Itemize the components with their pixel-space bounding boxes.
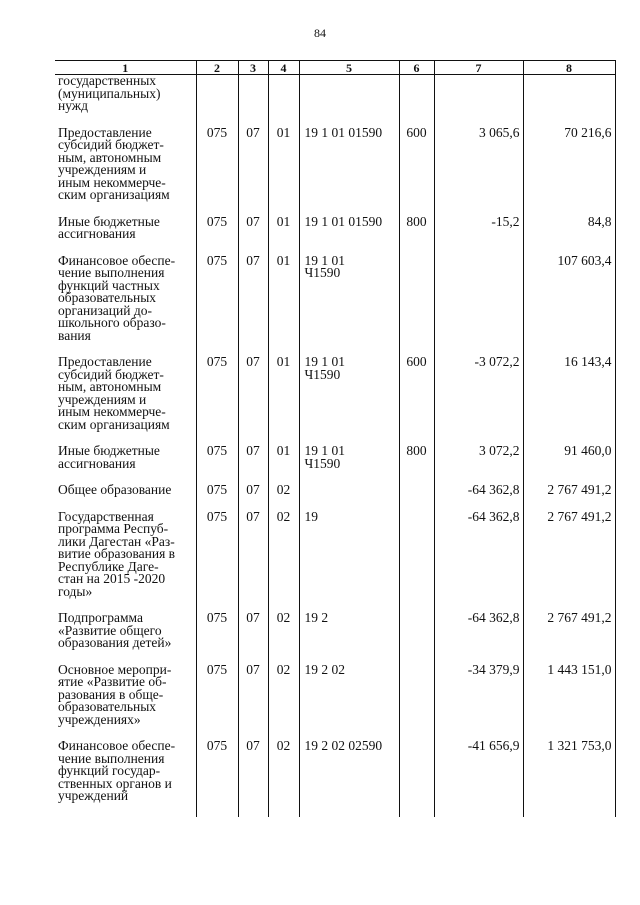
expense-type-code bbox=[399, 740, 434, 817]
subsection-code: 01 bbox=[268, 216, 299, 255]
budget-item-name: государственных (муниципальных) нужд bbox=[55, 75, 196, 127]
change-amount: 3 072,2 bbox=[434, 445, 523, 484]
expense-type-code bbox=[399, 664, 434, 741]
total-amount: 2 767 491,2 bbox=[523, 484, 615, 511]
ministry-code: 075 bbox=[196, 511, 238, 613]
ministry-code: 075 bbox=[196, 484, 238, 511]
table-row bbox=[55, 612, 615, 664]
total-amount: 70 216,6 bbox=[523, 127, 615, 216]
column-header-7: 7 bbox=[434, 61, 523, 75]
section-code bbox=[238, 75, 268, 127]
section-code: 07 bbox=[238, 511, 268, 613]
column-header-3: 3 bbox=[238, 61, 268, 75]
total-amount: 2 767 491,2 bbox=[523, 612, 615, 664]
budget-item-name: Предоставление субсидий бюджет- ным, автономным учреждениям и иным некоммерче- ским организациям bbox=[55, 356, 196, 445]
subsection-code: 02 bbox=[268, 612, 299, 664]
budget-item-name: Основное меропри- ятие «Развитие об- разования в обще- образовательных учреждениях» bbox=[55, 664, 196, 741]
expense-type-code bbox=[399, 75, 434, 127]
ministry-code bbox=[196, 75, 238, 127]
subsection-code: 01 bbox=[268, 356, 299, 445]
budget-item-name: Иные бюджетные ассигнования bbox=[55, 445, 196, 484]
subsection-code: 02 bbox=[268, 484, 299, 511]
section-code: 07 bbox=[238, 356, 268, 445]
change-amount: 3 065,6 bbox=[434, 127, 523, 216]
ministry-code: 075 bbox=[196, 740, 238, 817]
budget-item-name: Предоставление субсидий бюджет- ным, автономным учреждениям и иным некоммерче- ским организациям bbox=[55, 127, 196, 216]
change-amount: -15,2 bbox=[434, 216, 523, 255]
expense-type-code bbox=[399, 612, 434, 664]
budget-item-name: Финансовое обеспе- чение выполнения функций государ- ственных органов и учреждений bbox=[55, 740, 196, 817]
ministry-code: 075 bbox=[196, 445, 238, 484]
section-code: 07 bbox=[238, 612, 268, 664]
expense-type-code: 600 bbox=[399, 127, 434, 216]
target-article-code: 19 2 bbox=[299, 612, 399, 664]
ministry-code: 075 bbox=[196, 127, 238, 216]
page-number: 84 bbox=[314, 26, 326, 40]
total-amount: 16 143,4 bbox=[523, 356, 615, 445]
total-amount bbox=[523, 75, 615, 127]
budget-item-name: Общее образование bbox=[55, 484, 196, 511]
change-amount bbox=[434, 75, 523, 127]
target-article-code bbox=[299, 484, 399, 511]
table-row bbox=[55, 740, 615, 817]
section-code: 07 bbox=[238, 445, 268, 484]
target-article-code: 19 1 01 Ч1590 bbox=[299, 445, 399, 484]
ministry-code: 075 bbox=[196, 216, 238, 255]
expense-type-code: 800 bbox=[399, 216, 434, 255]
total-amount: 91 460,0 bbox=[523, 445, 615, 484]
budget-item-name: Подпрограмма «Развитие общего образования детей» bbox=[55, 612, 196, 664]
target-article-code: 19 1 01 01590 bbox=[299, 127, 399, 216]
change-amount: -64 362,8 bbox=[434, 612, 523, 664]
ministry-code: 075 bbox=[196, 356, 238, 445]
table-row bbox=[55, 75, 615, 127]
expense-type-code bbox=[399, 511, 434, 613]
column-header-8: 8 bbox=[523, 61, 615, 75]
total-amount: 107 603,4 bbox=[523, 255, 615, 357]
change-amount: -64 362,8 bbox=[434, 511, 523, 613]
change-amount: -34 379,9 bbox=[434, 664, 523, 741]
table-row bbox=[55, 127, 615, 216]
target-article-code: 19 2 02 02590 bbox=[299, 740, 399, 817]
change-amount bbox=[434, 255, 523, 357]
section-code: 07 bbox=[238, 255, 268, 357]
budget-item-name: Финансовое обеспе- чение выполнения функций частных образовательных организаций до- школьного образо- вания bbox=[55, 255, 196, 357]
section-code: 07 bbox=[238, 216, 268, 255]
total-amount: 1 443 151,0 bbox=[523, 664, 615, 741]
budget-item-name: Иные бюджетные ассигнования bbox=[55, 216, 196, 255]
subsection-code: 01 bbox=[268, 127, 299, 216]
section-code: 07 bbox=[238, 740, 268, 817]
target-article-code: 19 2 02 bbox=[299, 664, 399, 741]
table-body bbox=[55, 75, 615, 817]
subsection-code: 02 bbox=[268, 740, 299, 817]
expense-type-code bbox=[399, 484, 434, 511]
column-header-1: 1 bbox=[55, 61, 196, 75]
table-row bbox=[55, 255, 615, 357]
target-article-code: 19 1 01 01590 bbox=[299, 216, 399, 255]
total-amount: 2 767 491,2 bbox=[523, 511, 615, 613]
total-amount: 84,8 bbox=[523, 216, 615, 255]
table-row bbox=[55, 664, 615, 741]
table-row bbox=[55, 511, 615, 613]
table-row bbox=[55, 484, 615, 511]
table-row bbox=[55, 216, 615, 255]
ministry-code: 075 bbox=[196, 664, 238, 741]
section-code: 07 bbox=[238, 484, 268, 511]
subsection-code: 01 bbox=[268, 445, 299, 484]
budget-item-name: Государственная программа Респуб- лики Дагестан «Раз- витие образования в Республике Даге- стан на 2015 -2020 годы» bbox=[55, 511, 196, 613]
section-code: 07 bbox=[238, 664, 268, 741]
ministry-code: 075 bbox=[196, 612, 238, 664]
column-header-6: 6 bbox=[399, 61, 434, 75]
target-article-code bbox=[299, 75, 399, 127]
change-amount: -41 656,9 bbox=[434, 740, 523, 817]
subsection-code: 02 bbox=[268, 664, 299, 741]
expense-type-code: 600 bbox=[399, 356, 434, 445]
target-article-code: 19 1 01 Ч1590 bbox=[299, 255, 399, 357]
change-amount: -3 072,2 bbox=[434, 356, 523, 445]
target-article-code: 19 bbox=[299, 511, 399, 613]
total-amount: 1 321 753,0 bbox=[523, 740, 615, 817]
change-amount: -64 362,8 bbox=[434, 484, 523, 511]
column-header-5: 5 bbox=[299, 61, 399, 75]
expense-type-code: 800 bbox=[399, 445, 434, 484]
table-row bbox=[55, 356, 615, 445]
column-header-4: 4 bbox=[268, 61, 299, 75]
subsection-code bbox=[268, 75, 299, 127]
ministry-code: 075 bbox=[196, 255, 238, 357]
subsection-code: 02 bbox=[268, 511, 299, 613]
column-header-2: 2 bbox=[196, 61, 238, 75]
subsection-code: 01 bbox=[268, 255, 299, 357]
expense-type-code bbox=[399, 255, 434, 357]
target-article-code: 19 1 01 Ч1590 bbox=[299, 356, 399, 445]
budget-table bbox=[55, 60, 616, 817]
section-code: 07 bbox=[238, 127, 268, 216]
table-row bbox=[55, 445, 615, 484]
